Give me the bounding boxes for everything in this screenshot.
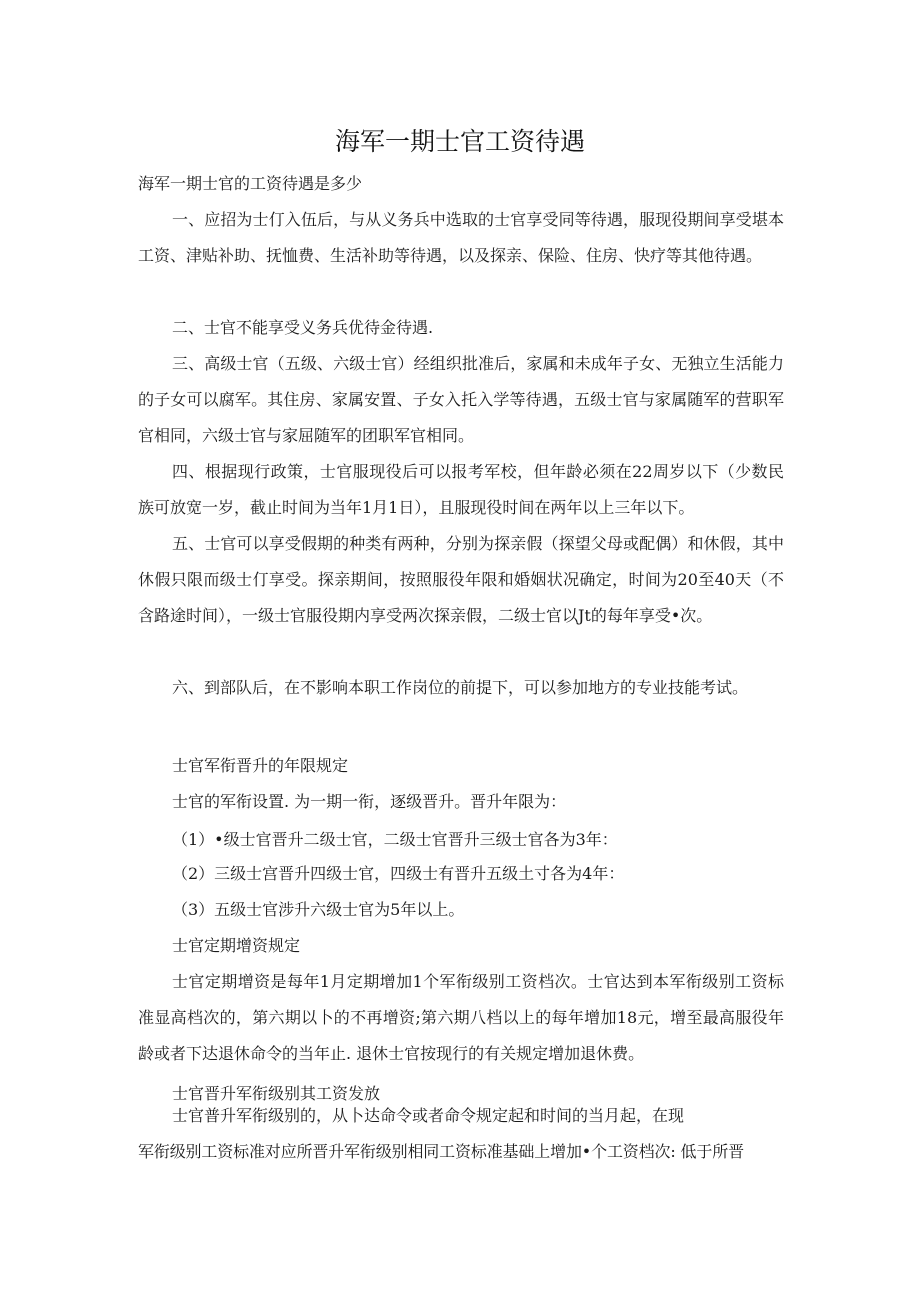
page-title: 海军一期士官工资待遇 xyxy=(334,127,585,156)
paragraph-5: 五、士官可以享受假期的种类有两种，分别为探亲假（探望父母或配偶）和休假，其中休假只限而级士仃享受。探亲期间，按照服役年限和婚姻状况确定，时间为20至40天（不含路途时间），一级士官服役期内享受两次探亲假，二级士官以Jt的每年享受•次。 xyxy=(138,534,784,625)
list-item-2: （2）三级士宫晋升四级士官，四级士有晋升五级土寸各为4年： xyxy=(172,864,625,883)
list-item-3: （3）五级士官涉升六级士官为5年以上。 xyxy=(172,900,465,919)
section-heading-promotion-pay: 士官晋升军衔级别其工资发放 xyxy=(172,1084,381,1103)
list-item-1: （1）•级士官晋升二级士官，二级士官晋升三级士官各为3年： xyxy=(172,830,618,849)
paragraph-4: 四、根据现行政策，士官服现役后可以报考军校，但年龄必须在22周岁以下（少数民族可放宽一岁，截止时间为当年1月1日），且服现役时间在两年以上三年以下。 xyxy=(138,462,784,517)
paragraph-7: 士官的军衔设置. 为一期一衔，逐级晋升。晋升年限为： xyxy=(172,792,567,811)
paragraph-10: 军衔级别工资标准对应所晋升军衔级别相同工资标准基础上增加•个工资档次: 低于所晋 xyxy=(138,1142,744,1161)
paragraph-3: 三、高级士官（五级、六级士官）经组织批准后，家属和未成年子女、无独立生活能力的子女可以腐军。其住房、家属安置、子女入托入学等待遇，五级士官与家属随军的营职军官相同，六级士官与家屈随军的团职军官相同。 xyxy=(138,354,784,445)
section-heading-salary-increase: 士官定期增资规定 xyxy=(172,936,301,955)
section-heading-rank-promotion: 士官军衔晋升的年限规定 xyxy=(172,756,349,775)
paragraph-6: 六、到部队后，在不影响本职工作岗位的前提下，可以参加地方的专业技能考试。 xyxy=(172,678,749,697)
paragraph-1: 一、应招为士仃入伍后，与从义务兵中选取的士官享受同等待遇，服现役期间享受堪本工资、津贴补助、抚恤费、生活补助等待遇，以及探亲、保险、住房、快疗等其他待遇。 xyxy=(138,210,784,265)
paragraph-9: 士官普升军衔级别的，从卜达命令或者命令规定起和时间的当月起，在现 xyxy=(172,1106,685,1125)
paragraph-2: 二、士官不能享受义务兵优待金待遇. xyxy=(172,318,434,337)
doc-subtitle: 海军一期士官的工资待遇是多少 xyxy=(138,174,363,193)
paragraph-8: 士官定期增资是每年1月定期增加1个军衔级别工资档次。士官达到本军衔级别工资标准显高档次的，第六期以卜的不再增资;第六期八档以上的每年增加18元，增至最高服役年龄或者下达退休命令的当年止. 退休士官按现行的有关规定增加退休费。 xyxy=(138,972,784,1063)
